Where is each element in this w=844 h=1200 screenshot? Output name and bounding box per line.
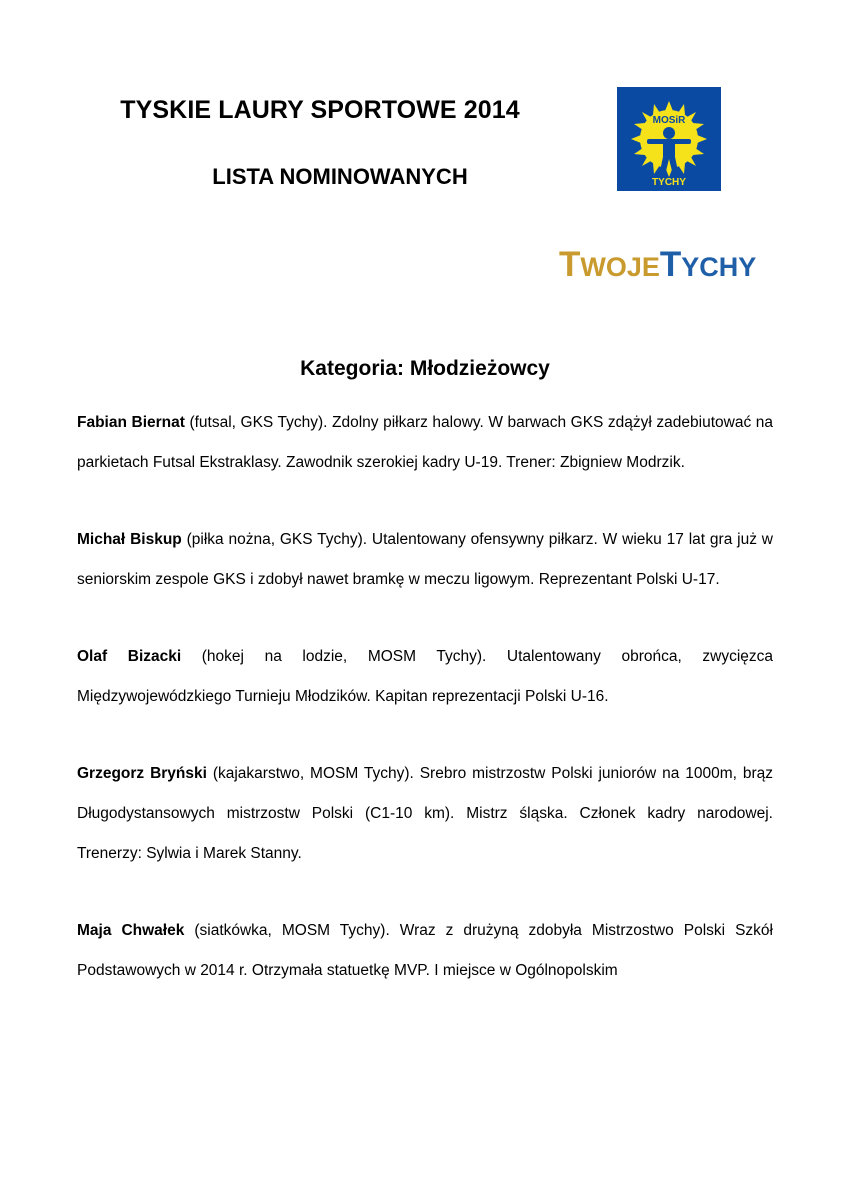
- nominee-name: Grzegorz Bryński: [77, 765, 207, 782]
- nominee-description: (siatkówka, MOSM Tychy). Wraz z drużyną zdobyła Mistrzostwo Polski Szkół Podstawowych w 2014 r. Otrzymała statuetkę MVP. I miejsce w Ogólnopolskim: [77, 922, 773, 979]
- nominee-entry: [77, 754, 773, 874]
- twoje-tychy-logo-text: YCHY: [681, 252, 757, 282]
- nominee-name: Maja Chwałek: [77, 922, 185, 939]
- nominee-entry: [77, 637, 773, 717]
- nominee-entry: [77, 911, 773, 991]
- nominee-entry: [77, 403, 773, 483]
- twoje-tychy-logo-text: T: [559, 245, 581, 284]
- nominee-name: Olaf Bizacki: [77, 648, 182, 665]
- twoje-tychy-logo-text: WOJE: [580, 252, 660, 282]
- nominee-name: Fabian Biernat: [77, 414, 185, 431]
- nominee-name: Michał Biskup: [77, 531, 182, 548]
- twoje-tychy-logo-text: T: [659, 245, 682, 284]
- mosir-logo-bottom-text: TYCHY: [652, 177, 686, 188]
- nominee-description: (hokej na lodzie, MOSM Tychy). Utalentowany obrońca, zwycięzca Międzywojewódzkiego Turnieju Młodzików. Kapitan reprezentacji Polski U-16.: [77, 648, 773, 705]
- nominee-entry: [77, 520, 773, 600]
- nominee-description: (futsal, GKS Tychy). Zdolny piłkarz halowy. W barwach GKS zdążył zadebiutować na parkietach Futsal Ekstraklasy. Zawodnik szerokiej kadry U-19. Trener: Zbigniew Modrzik.: [77, 414, 773, 471]
- nominee-description: (piłka nożna, GKS Tychy). Utalentowany ofensywny piłkarz. W wieku 17 lat gra już w seniorskim zespole GKS i zdobył nawet bramkę w meczu ligowym. Reprezentant Polski U-17.: [77, 531, 773, 588]
- mosir-tychy-logo: [617, 87, 721, 191]
- nominee-list: [77, 403, 773, 1028]
- category-heading: Kategoria: Młodzieżowcy: [300, 357, 550, 380]
- page-subtitle: LISTA NOMINOWANYCH: [212, 164, 468, 189]
- twoje-tychy-logo: [559, 243, 779, 287]
- nominee-description: (kajakarstwo, MOSM Tychy). Srebro mistrzostw Polski juniorów na 1000m, brąz Długodystansowych mistrzostw Polski (C1-10 km). Mistrz śląska. Członek kadry narodowej. Trenerzy: Sylwia i Marek Stanny.: [77, 765, 773, 862]
- mosir-logo-top-text: MOSiR: [652, 115, 686, 126]
- page-title: TYSKIE LAURY SPORTOWE 2014: [120, 96, 520, 124]
